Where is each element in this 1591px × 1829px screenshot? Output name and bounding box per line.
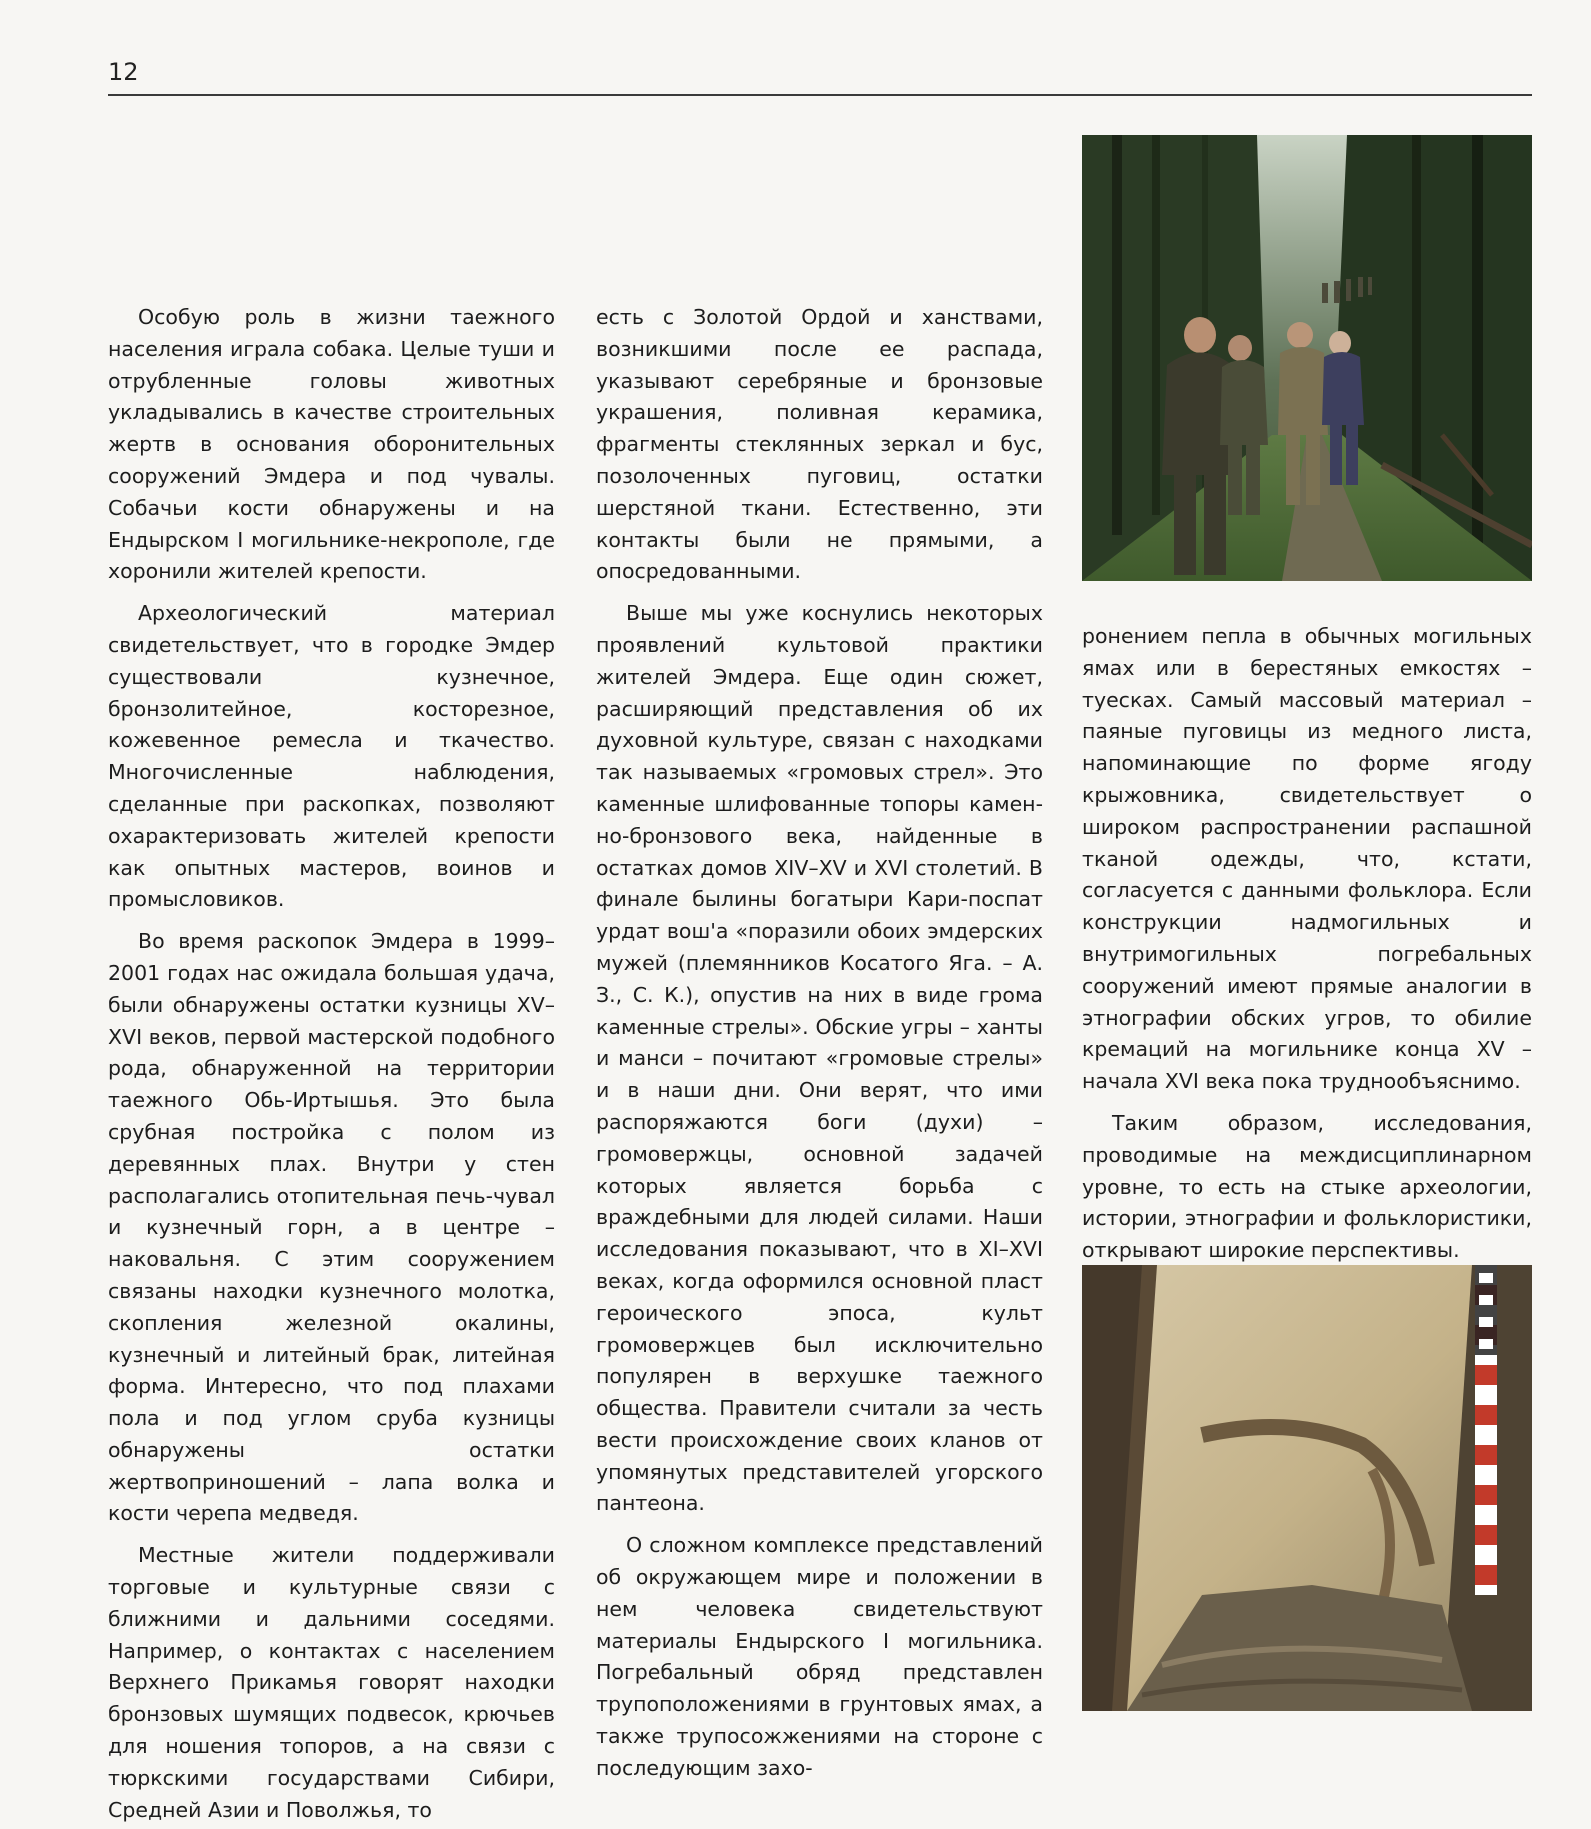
text-column-1 (108, 302, 555, 1826)
paragraph: есть с Золотой Ордой и ханствами, возникшими после ее распада, указывают серебряные и бронзовые украшения, поливная керамика, фрагменты стеклянных зеркал и бус, позолоченных пуговиц, остатки шерстяной ткани. Естественно, эти контакты были не прямыми, а опосредованными. (596, 305, 1043, 584)
paragraph: ронением пепла в обычных могильных ямах или в берестяных емкостях – туесках. Самый массовый материал – паяные пуговицы из медного листа, напоминающие по форме ягоду крыжовника, свидетельствует о широком распространении распашной тканой одежды, что, кстати, согласуется с данными фольклора. Если конструкции надмогильных и внутримогильных погребальных сооружений имеют прямые аналогии в этнографии обских угров, то обилие кремаций на могильнике конца XV – начала XVI века пока труднообъяснимо. (1082, 624, 1532, 1094)
text-column-3 (1082, 621, 1532, 1267)
forest-expedition-photo (1082, 135, 1532, 581)
header-rule (108, 94, 1532, 96)
paragraph: Особую роль в жизни таежного населения играла собака. Целые туши и отрубленные головы животных укладывались в качестве строительных жертв в основания оборонительных сооружений Эмдера и под чувалы. Собачьи кости обнаружены и на Ендырском I могильнике-некрополе, где хоронили жителей крепости. (108, 305, 555, 584)
excavation-pit-photo (1082, 1265, 1532, 1711)
paragraph: Местные жители поддерживали торговые и культурные связи с ближними и дальними соседями. Например, о контактах с населением Верхнего Прикамья говорят находки бронзовых шумящих подвесок, крючьев для ношения топоров, а на связи с тюркскими государствами Сибири, Средней Азии и Поволжья, то (108, 1543, 555, 1822)
paragraph: Таким образом, исследования, проводимые на междисциплинарном уровне, то есть на стыке археологии, истории, этнографии и фольклористики, открывают широкие перспективы. (1082, 1110, 1532, 1263)
page-number: 12 (108, 58, 139, 86)
paragraph: Выше мы уже коснулись некоторых проявлений культовой практики жителей Эмдера. Еще один сюжет, расширяющий представления об их духовной культуре, связан с находками так называемых «громовых стрел». Это каменные шлифованные топоры каменно-бронзового века, найденные в остатках домов XIV–XV и XVI столетий. В финале былины богатыри Кари-поспат урдат вош'а «поразили обоих эмдерских мужей (племянников Косатого Яга. – А. З., С. К.), опустив на них в виде грома каменные стрелы». Обские угры – ханты и манси – почитают «громовые стрелы» и в наши дни. Они верят, что ими распоряжаются боги (духи) – громовержцы, основной задачей которых является борьба с враждебными для людей силами. Наши исследования показывают, что в XI–XVI веках, когда оформился основной пласт героического эпоса, культ громовержцев был исключительно популярен в верхушке таежного общества. Правители считали за честь вести происхождение своих кланов от упомянутых представителей угорского пантеона. (596, 601, 1043, 1516)
paragraph: О сложном комплексе представлений об окружающем мире и положении в нем человека свидетельствуют материалы Ендырского I могильника. Погребальный обряд представлен трупоположениями в грунтовых ямах, а также трупосожжениями на стороне с последующим захо- (596, 1533, 1043, 1780)
paragraph: Во время раскопок Эмдера в 1999–2001 годах нас ожидала большая удача, были обнаружены остатки кузницы XV–XVI веков, первой мастерской подобного рода, обнаруженной на территории таежного Обь-Иртышья. Это была срубная постройка с полом из деревянных плах. Внутри у стен располагались отопительная печь-чувал и кузнечный горн, а в центре – наковальня. С этим сооружением связаны находки кузнечного молотка, скопления железной окалины, кузнечный и литейный брак, литейная форма. Интересно, что под плахами пола и под углом сруба кузницы обнаружены остатки жертвоприношений – лапа волка и кости черепа медведя. (108, 929, 555, 1526)
text-column-2 (596, 302, 1043, 1785)
paragraph: Археологический материал свидетельствует, что в городке Эмдер существовали кузнечное, бронзолитейное, косторезное, кожевенное ремесла и ткачество. Многочисленные наблюдения, сделанные при раскопках, позволяют охарактеризовать жителей крепости как опытных мастеров, воинов и промысловиков. (108, 601, 555, 912)
